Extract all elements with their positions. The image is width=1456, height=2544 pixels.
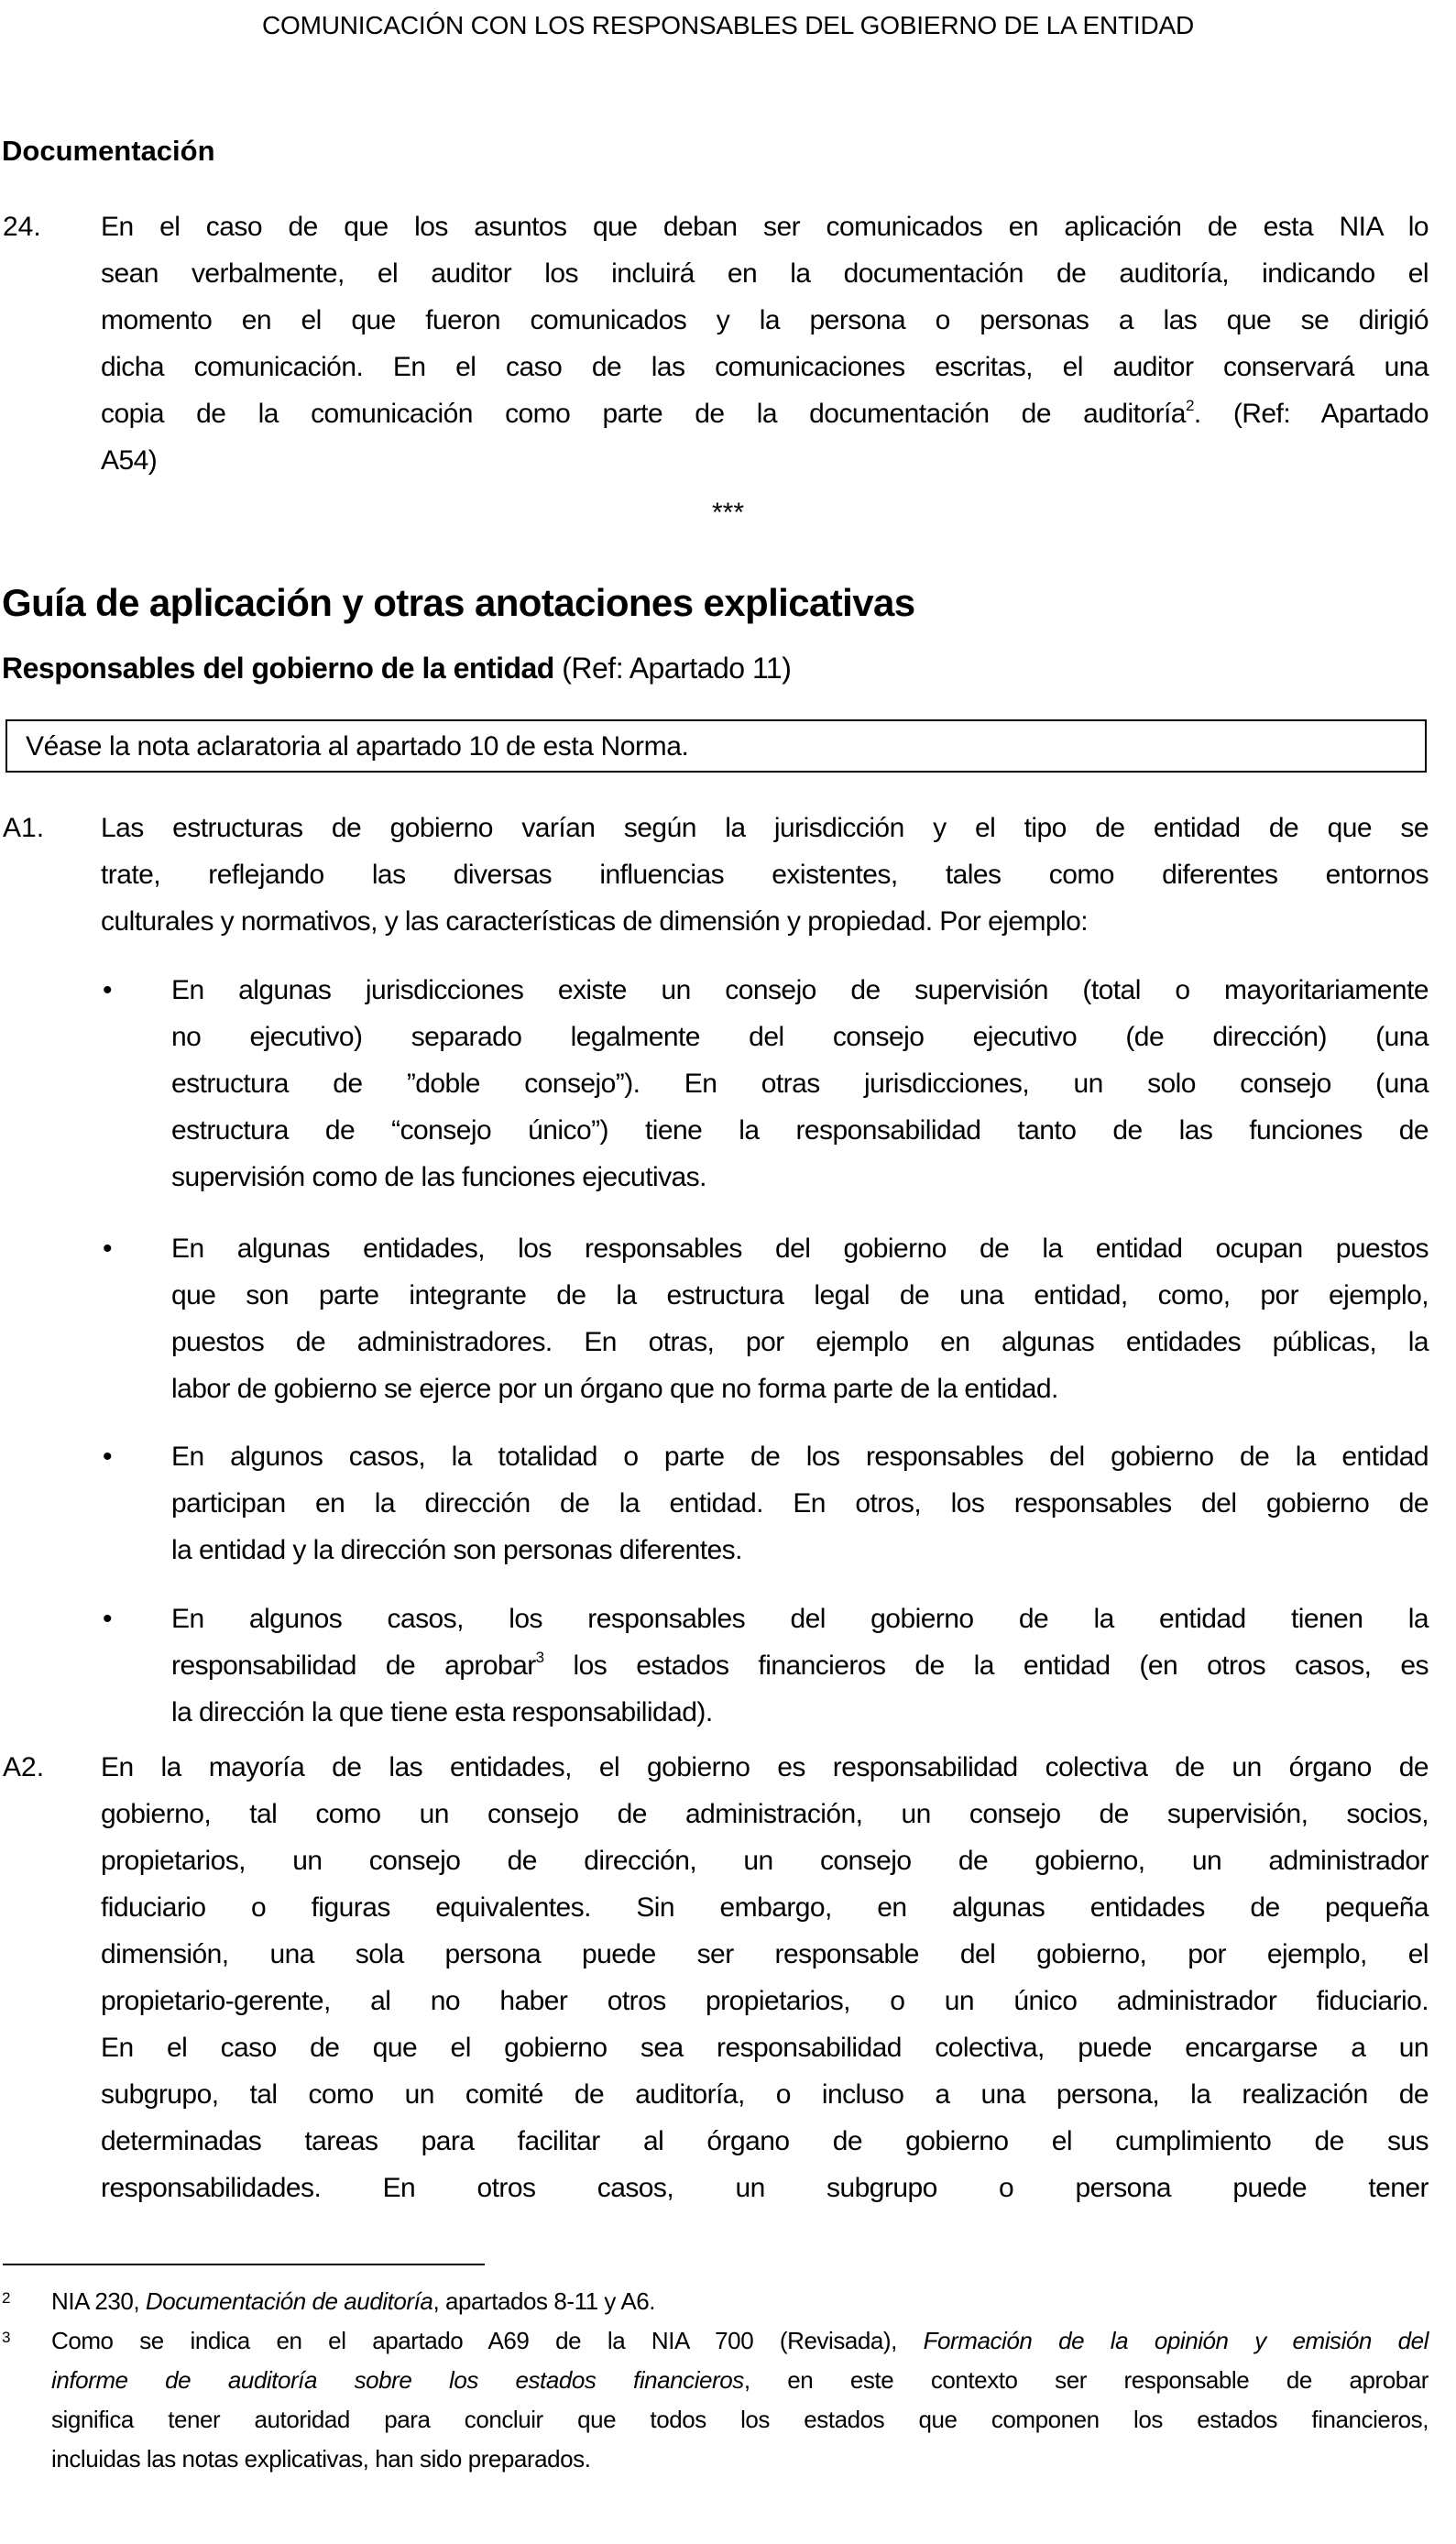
bullet-item-2 bbox=[171, 1225, 1429, 1412]
footnote-text: , apartados 8-11 y A6. bbox=[432, 2287, 655, 2315]
footnote-title: Documentación de auditoría bbox=[145, 2287, 433, 2315]
paragraph-a1 bbox=[101, 805, 1429, 945]
bullet-icon: • bbox=[103, 975, 113, 1005]
footnote-ref-2[interactable]: 2 bbox=[1185, 397, 1194, 414]
paragraph-line: Las estructuras de gobierno varían según la jurisdicción y el tipo de entidad de que se bbox=[101, 813, 1429, 843]
bullet-line: En algunas entidades, los responsables del gobierno de la entidad ocupan puestos bbox=[171, 1234, 1429, 1264]
paragraph-line: A54) bbox=[101, 445, 158, 476]
bullet-item-4 bbox=[171, 1595, 1429, 1736]
bullet-line: labor de gobierno se ejerce por un órgano que no forma parte de la entidad. bbox=[171, 1374, 1058, 1404]
bullet-line: En algunos casos, los responsables del gobierno de la entidad tienen la bbox=[171, 1604, 1429, 1634]
paragraph-line: culturales y normativos, y las características de dimensión y propiedad. Por ejemplo: bbox=[101, 906, 1089, 937]
paragraph-line: subgrupo, tal como un comité de auditoría, o incluso a una persona, la realización de bbox=[101, 2079, 1429, 2110]
paragraph-line: responsabilidades. En otros casos, un subgrupo o persona puede tener bbox=[101, 2173, 1429, 2203]
paragraph-line: fiduciario o figuras equivalentes. Sin embargo, en algunas entidades de pequeña bbox=[101, 1892, 1429, 1923]
bullet-line bbox=[171, 1642, 1429, 1689]
footnote-number-3: 3 bbox=[2, 2329, 11, 2346]
bullet-line: estructura de ”doble consejo”). En otras jurisdicciones, un solo consejo (una bbox=[171, 1069, 1429, 1099]
section-heading-guia: Guía de aplicación y otras anotaciones explicativas bbox=[2, 581, 915, 624]
bullet-line: participan en la dirección de la entidad. En otros, los responsables del gobierno de bbox=[171, 1488, 1429, 1519]
paragraph-line: momento en el que fueron comunicados y la persona o personas a las que se dirigió bbox=[101, 305, 1429, 335]
bullet-line: En algunas jurisdicciones existe un consejo de supervisión (total o mayoritariamente bbox=[171, 975, 1429, 1005]
bullet-item-1 bbox=[171, 967, 1429, 1201]
paragraph-line: determinadas tareas para facilitar al órgano de gobierno el cumplimiento de sus bbox=[101, 2126, 1429, 2156]
paragraph-24 bbox=[101, 203, 1429, 484]
bullet-line: que son parte integrante de la estructura legal de una entidad, como, por ejemplo, bbox=[171, 1280, 1429, 1310]
paragraph-line bbox=[101, 390, 1429, 437]
bullet-line: la dirección la que tiene esta responsabilidad). bbox=[171, 1697, 713, 1727]
subsection-ref: (Ref: Apartado 11) bbox=[553, 652, 792, 685]
bullet-line: no ejecutivo) separado legalmente del consejo ejecutivo (de dirección) (una bbox=[171, 1022, 1429, 1052]
bullet-icon: • bbox=[103, 1604, 113, 1634]
paragraph-line: En el caso de que el gobierno sea responsabilidad colectiva, puede encargarse a un bbox=[101, 2033, 1429, 2063]
footnote-line bbox=[51, 2321, 1429, 2361]
footnote-line bbox=[51, 2282, 1429, 2321]
section-heading-documentacion: Documentación bbox=[2, 135, 215, 167]
subsection-title: Responsables del gobierno de la entidad bbox=[2, 652, 554, 685]
footnote-separator bbox=[3, 2264, 485, 2265]
paragraph-line: sean verbalmente, el auditor los incluirá en la documentación de auditoría, indicando el bbox=[101, 258, 1429, 289]
footnote-text: Como se indica en el apartado A69 de la NIA 700 (Revisada), bbox=[51, 2327, 924, 2354]
footnote-title: Formación de la opinión y emisión del bbox=[923, 2327, 1429, 2354]
footnote-2 bbox=[51, 2282, 1429, 2321]
bullet-line: estructura de “consejo único”) tiene la responsabilidad tanto de las funciones de bbox=[171, 1115, 1429, 1146]
footnote-line: significa tener autoridad para concluir que todos los estados que componen los estados financieros, bbox=[51, 2406, 1429, 2433]
bullet-line: la entidad y la dirección son personas diferentes. bbox=[171, 1535, 742, 1565]
footnote-text: NIA 230, bbox=[51, 2287, 146, 2315]
paragraph-line: dimensión, una sola persona puede ser responsable del gobierno, por ejemplo, el bbox=[101, 1939, 1429, 1969]
paragraph-number-a2: A2. bbox=[3, 1752, 45, 1782]
paragraph-line: propietarios, un consejo de dirección, un consejo de gobierno, un administrador bbox=[101, 1846, 1429, 1876]
paragraph-line: gobierno, tal como un consejo de administración, un consejo de supervisión, socios, bbox=[101, 1799, 1429, 1829]
bullet-text: responsabilidad de aprobar bbox=[171, 1650, 536, 1681]
explanatory-note-box bbox=[5, 719, 1427, 773]
bullet-line: puestos de administradores. En otras, por ejemplo en algunas entidades públicas, la bbox=[171, 1327, 1429, 1357]
paragraph-number-a1: A1. bbox=[3, 813, 45, 843]
paragraph-number-24: 24. bbox=[3, 212, 41, 242]
paragraph-ref: . (Ref: Apartado bbox=[1193, 399, 1429, 429]
paragraph-line: En la mayoría de las entidades, el gobierno es responsabilidad colectiva de un órgano de bbox=[101, 1752, 1429, 1782]
paragraph-line: dicha comunicación. En el caso de las comunicaciones escritas, el auditor conservará una bbox=[101, 352, 1429, 382]
footnote-line bbox=[51, 2361, 1429, 2400]
paragraph-line: trate, reflejando las diversas influencias existentes, tales como diferentes entornos bbox=[101, 860, 1429, 890]
paragraph-line: En el caso de que los asuntos que deban ser comunicados en aplicación de esta NIA lo bbox=[101, 212, 1429, 242]
footnote-3 bbox=[51, 2321, 1429, 2479]
footnote-line: incluidas las notas explicativas, han sido preparados. bbox=[51, 2445, 591, 2473]
bullet-icon: • bbox=[103, 1442, 113, 1472]
subsection-heading-responsables bbox=[2, 646, 791, 690]
bullet-line: supervisión como de las funciones ejecutivas. bbox=[171, 1162, 706, 1192]
section-separator: *** bbox=[711, 498, 745, 528]
bullet-line: En algunos casos, la totalidad o parte de los responsables del gobierno de la entidad bbox=[171, 1442, 1429, 1472]
footnote-number-2: 2 bbox=[2, 2289, 11, 2307]
paragraph-line: propietario-gerente, al no haber otros propietarios, o un único administrador fiduciario. bbox=[101, 1986, 1429, 2016]
page-running-title: COMUNICACIÓN CON LOS RESPONSABLES DEL GOBIERNO DE LA ENTIDAD bbox=[262, 11, 1194, 39]
bullet-icon: • bbox=[103, 1234, 113, 1264]
paragraph-a2 bbox=[101, 1744, 1429, 2211]
paragraph-text: copia de la comunicación como parte de la documentación de auditoría bbox=[101, 399, 1186, 429]
bullet-item-3 bbox=[171, 1433, 1429, 1574]
explanatory-note-text: Véase la nota aclaratoria al apartado 10 de esta Norma. bbox=[26, 731, 689, 762]
footnote-ref-3[interactable]: 3 bbox=[535, 1649, 544, 1666]
bullet-text: los estados financieros de la entidad (en otros casos, es bbox=[543, 1650, 1429, 1681]
footnote-title: informe de auditoría sobre los estados financieros bbox=[51, 2366, 744, 2394]
footnote-text: , en este contexto ser responsable de aprobar bbox=[743, 2366, 1429, 2394]
